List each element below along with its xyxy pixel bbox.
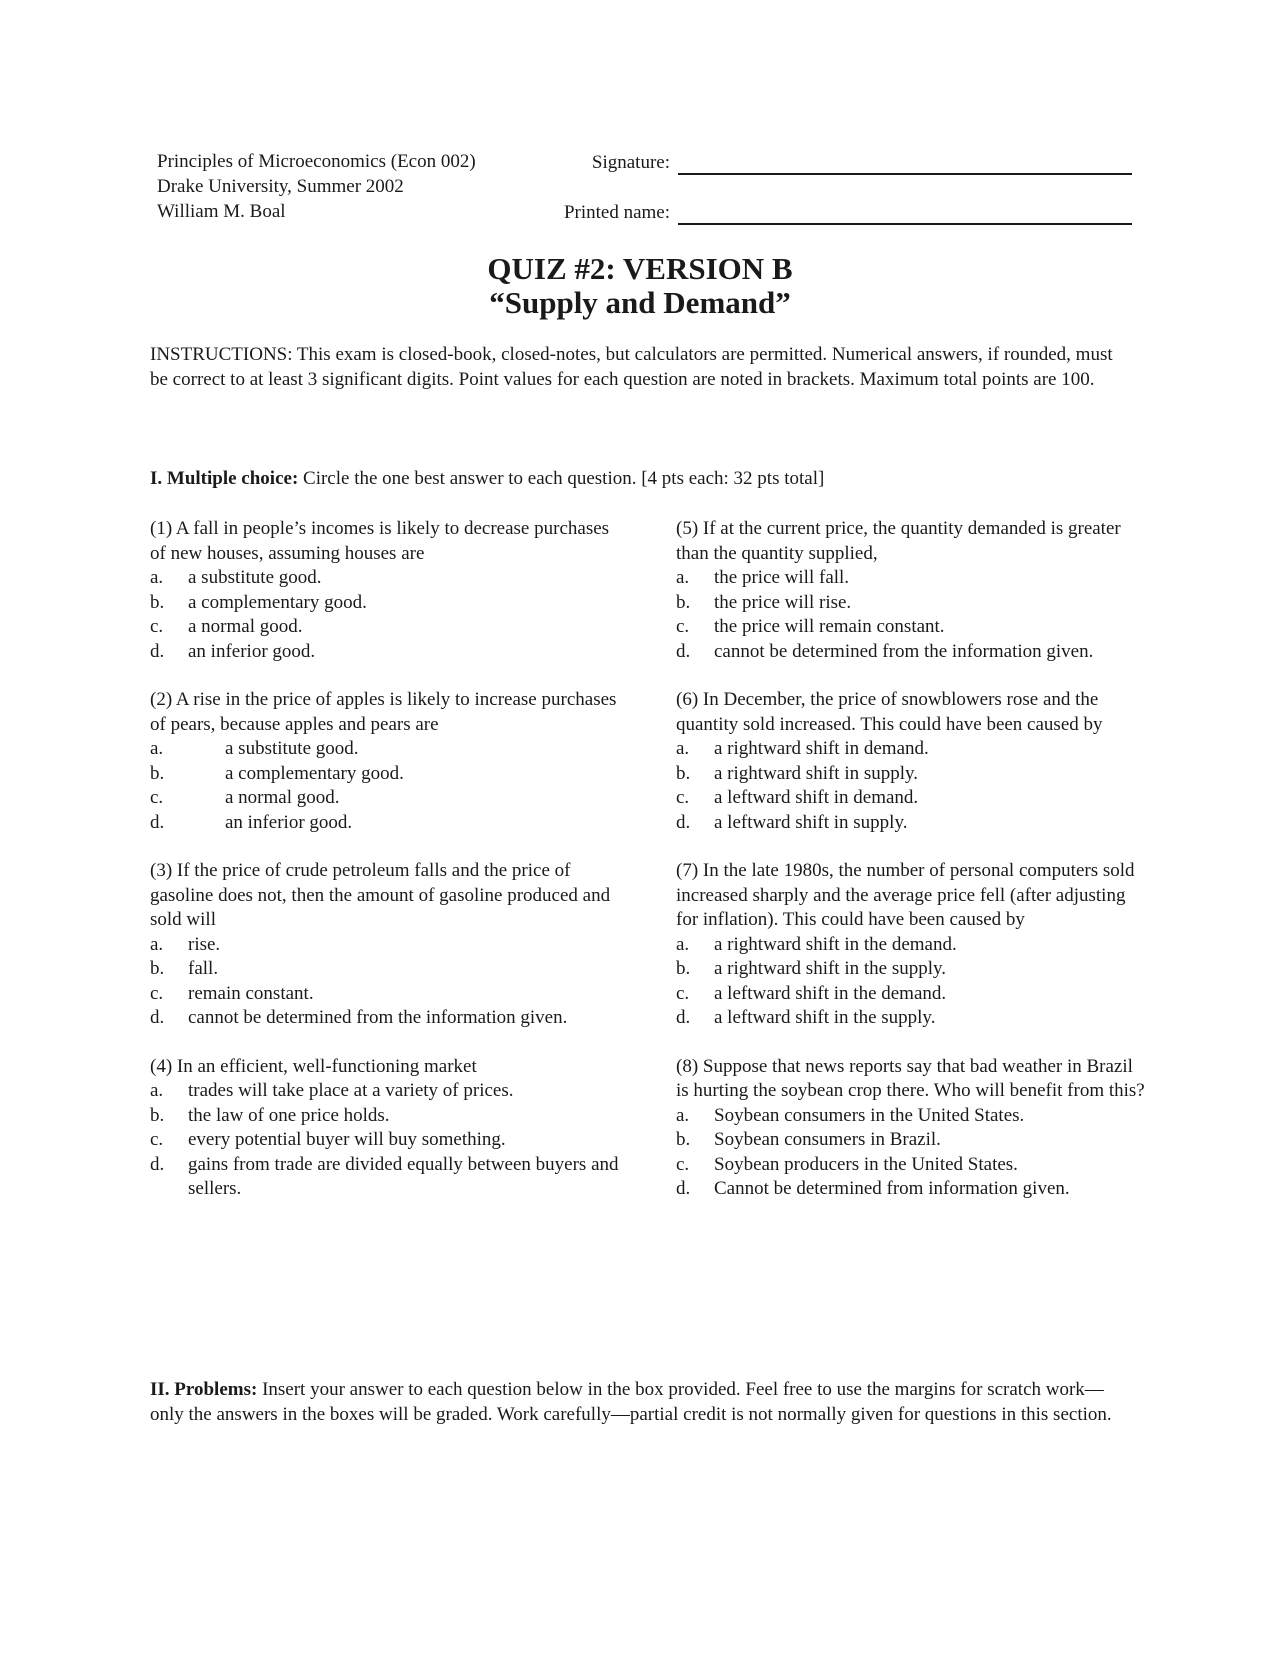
option-letter: a. xyxy=(676,933,690,955)
questions-right-column xyxy=(676,517,1146,1226)
question-8 xyxy=(676,1055,1146,1202)
option-letter: c. xyxy=(150,787,164,808)
option-letter: a. xyxy=(676,1104,690,1126)
option-d[interactable] xyxy=(676,811,1146,836)
option-text: the price will remain constant. xyxy=(714,616,945,637)
option-b[interactable] xyxy=(676,1128,1146,1153)
option-letter: d. xyxy=(676,1007,691,1028)
option-text: an inferior good. xyxy=(188,640,316,662)
option-a[interactable] xyxy=(676,933,1146,958)
option-d[interactable] xyxy=(150,640,620,665)
option-letter: d. xyxy=(150,1007,165,1028)
section2-text: Insert your answer to each question below in the box provided. Feel free to use the margins for scratch work—only the answers in the boxes will be graded. Work carefully—partial credit is not normally given for questions in this section. xyxy=(150,1379,1112,1425)
option-letter: b. xyxy=(676,762,691,784)
option-b[interactable] xyxy=(150,957,620,982)
option-text: a complementary good. xyxy=(225,762,404,784)
option-text: a complementary good. xyxy=(188,591,367,613)
option-text: Soybean producers in the United States. xyxy=(714,1153,1018,1175)
option-letter: c. xyxy=(150,616,164,637)
option-d[interactable] xyxy=(150,1153,620,1202)
option-letter: b. xyxy=(150,1104,165,1126)
option-text: cannot be determined from the information given. xyxy=(188,1007,568,1028)
option-text: a leftward shift in demand. xyxy=(714,787,919,808)
option-text: a rightward shift in demand. xyxy=(714,738,929,759)
option-c[interactable] xyxy=(676,1153,1146,1178)
course-name: Principles of Microeconomics (Econ 002) xyxy=(157,151,476,172)
option-text: Soybean consumers in the United States. xyxy=(714,1104,1025,1126)
option-d[interactable] xyxy=(150,811,620,836)
option-c[interactable] xyxy=(676,786,1146,811)
option-letter: b. xyxy=(150,958,165,979)
option-letter: a. xyxy=(676,738,690,759)
option-text: trades will take place at a variety of prices. xyxy=(188,1080,514,1101)
option-text: a substitute good. xyxy=(225,738,359,759)
option-letter: c. xyxy=(676,787,690,808)
section1-heading xyxy=(150,467,1135,492)
instructions: INSTRUCTIONS: This exam is closed-book, closed-notes, but calculators are permitted. Numerical answers, if rounded, must be correct to at least 3 significant digits. Point values for each question are noted in brackets. Maximum total points are 100. xyxy=(150,344,1113,390)
option-letter: a. xyxy=(150,738,164,759)
option-b[interactable] xyxy=(150,1104,620,1129)
option-text: Soybean consumers in Brazil. xyxy=(714,1129,941,1150)
option-b[interactable] xyxy=(676,762,1146,787)
option-c[interactable] xyxy=(676,615,1146,640)
option-letter: c. xyxy=(676,1153,690,1175)
option-a[interactable] xyxy=(150,1079,620,1104)
option-b[interactable] xyxy=(676,957,1146,982)
option-text: remain constant. xyxy=(188,982,314,1004)
option-letter: c. xyxy=(676,982,690,1004)
option-text: a rightward shift in the demand. xyxy=(714,933,957,955)
option-text: an inferior good. xyxy=(225,811,353,833)
option-a[interactable] xyxy=(150,933,620,958)
question-6 xyxy=(676,688,1146,835)
option-c[interactable] xyxy=(150,615,620,640)
option-letter: c. xyxy=(676,616,690,637)
option-c[interactable] xyxy=(150,1128,620,1153)
option-d[interactable] xyxy=(676,1177,1146,1202)
section2-block xyxy=(150,1378,1135,1427)
option-text: a rightward shift in the supply. xyxy=(714,958,947,979)
question-stem: (8) Suppose that news reports say that bad weather in Brazil is hurting the soybean crop there. Who will benefit from this? xyxy=(676,1055,1145,1101)
question-stem: (3) If the price of crude petroleum falls and the price of gasoline does not, then the amount of gasoline produced and sold will xyxy=(150,860,611,930)
option-text: Cannot be determined from information given. xyxy=(714,1178,1070,1199)
signature-row xyxy=(520,150,1132,175)
option-d[interactable] xyxy=(676,1006,1146,1031)
question-4 xyxy=(150,1055,620,1202)
option-letter: b. xyxy=(676,591,691,613)
option-text: rise. xyxy=(188,933,221,955)
option-letter: b. xyxy=(150,591,165,613)
question-stem: (6) In December, the price of snowblowers rose and the quantity sold increased. This could have been caused by xyxy=(676,689,1103,735)
signature-label: Signature: xyxy=(591,151,670,173)
option-letter: a. xyxy=(150,567,164,588)
option-text: the law of one price holds. xyxy=(188,1104,390,1126)
printed-name-field[interactable] xyxy=(678,205,1132,225)
option-letter: d. xyxy=(150,811,165,833)
option-letter: d. xyxy=(676,811,691,833)
option-letter: b. xyxy=(676,1129,691,1150)
question-stem: (5) If at the current price, the quantity demanded is greater than the quantity supplied, xyxy=(676,518,1121,564)
option-text: a leftward shift in the demand. xyxy=(714,982,947,1004)
quiz-title: QUIZ #2: VERSION B xyxy=(487,251,793,286)
option-text: fall. xyxy=(188,958,219,979)
course-info xyxy=(157,150,557,225)
option-a[interactable] xyxy=(676,566,1146,591)
option-letter: b. xyxy=(150,762,165,784)
quiz-subtitle: “Supply and Demand” xyxy=(489,285,791,320)
option-c[interactable] xyxy=(150,786,620,811)
option-c[interactable] xyxy=(150,982,620,1007)
option-d[interactable] xyxy=(150,1006,620,1031)
option-letter: d. xyxy=(150,1153,165,1175)
question-2 xyxy=(150,688,620,835)
option-text: the price will rise. xyxy=(714,591,852,613)
option-text: a substitute good. xyxy=(188,567,322,588)
printed-name-label: Printed name: xyxy=(563,201,670,223)
option-letter: c. xyxy=(150,1129,164,1150)
section2-title: II. Problems: xyxy=(150,1379,258,1400)
option-text: every potential buyer will buy something. xyxy=(188,1129,506,1150)
option-letter: a. xyxy=(676,567,690,588)
option-text: a rightward shift in supply. xyxy=(714,762,919,784)
option-text: gains from trade are divided equally between buyers and sellers. xyxy=(188,1153,619,1199)
school-name: Drake University, Summer 2002 xyxy=(157,176,404,197)
option-letter: d. xyxy=(676,1178,691,1199)
instructor-name: William M. Boal xyxy=(157,201,286,222)
option-a[interactable] xyxy=(676,1104,1146,1129)
question-3 xyxy=(150,859,620,1031)
question-stem: (4) In an efficient, well-functioning market xyxy=(150,1055,477,1077)
option-letter: a. xyxy=(150,933,164,955)
option-c[interactable] xyxy=(676,982,1146,1007)
option-letter: b. xyxy=(676,958,691,979)
option-d[interactable] xyxy=(676,640,1146,665)
option-text: the price will fall. xyxy=(714,567,850,588)
option-text: a leftward shift in the supply. xyxy=(714,1007,936,1028)
option-b[interactable] xyxy=(150,762,620,787)
option-letter: d. xyxy=(676,640,691,662)
option-b[interactable] xyxy=(150,591,620,616)
option-letter: c. xyxy=(150,982,164,1004)
signature-field[interactable] xyxy=(678,155,1132,175)
question-5 xyxy=(676,517,1146,664)
question-stem: (2) A rise in the price of apples is likely to increase purchases of pears, because apples and pears are xyxy=(150,689,617,735)
option-a[interactable] xyxy=(676,737,1146,762)
questions-left-column xyxy=(150,517,620,1226)
question-7 xyxy=(676,859,1146,1031)
option-letter: a. xyxy=(150,1080,164,1101)
printed-name-row xyxy=(520,200,1132,225)
option-text: a normal good. xyxy=(225,787,340,808)
question-stem: (1) A fall in people’s incomes is likely to decrease purchases of new houses, assuming houses are xyxy=(150,518,610,564)
option-text: a normal good. xyxy=(188,616,303,637)
option-text: a leftward shift in supply. xyxy=(714,811,908,833)
option-a[interactable] xyxy=(150,737,620,762)
option-b[interactable] xyxy=(676,591,1146,616)
option-text: cannot be determined from the information given. xyxy=(714,640,1094,662)
option-a[interactable] xyxy=(150,566,620,591)
question-stem: (7) In the late 1980s, the number of personal computers sold increased sharply and the average price fell (after adjusting for inflation). This could have been caused by xyxy=(676,860,1135,930)
option-letter: d. xyxy=(150,640,165,662)
section1-text: Circle the one best answer to each question. [4 pts each: 32 pts total] xyxy=(298,468,825,489)
section1-title: I. Multiple choice: xyxy=(150,468,299,489)
question-1 xyxy=(150,517,620,664)
